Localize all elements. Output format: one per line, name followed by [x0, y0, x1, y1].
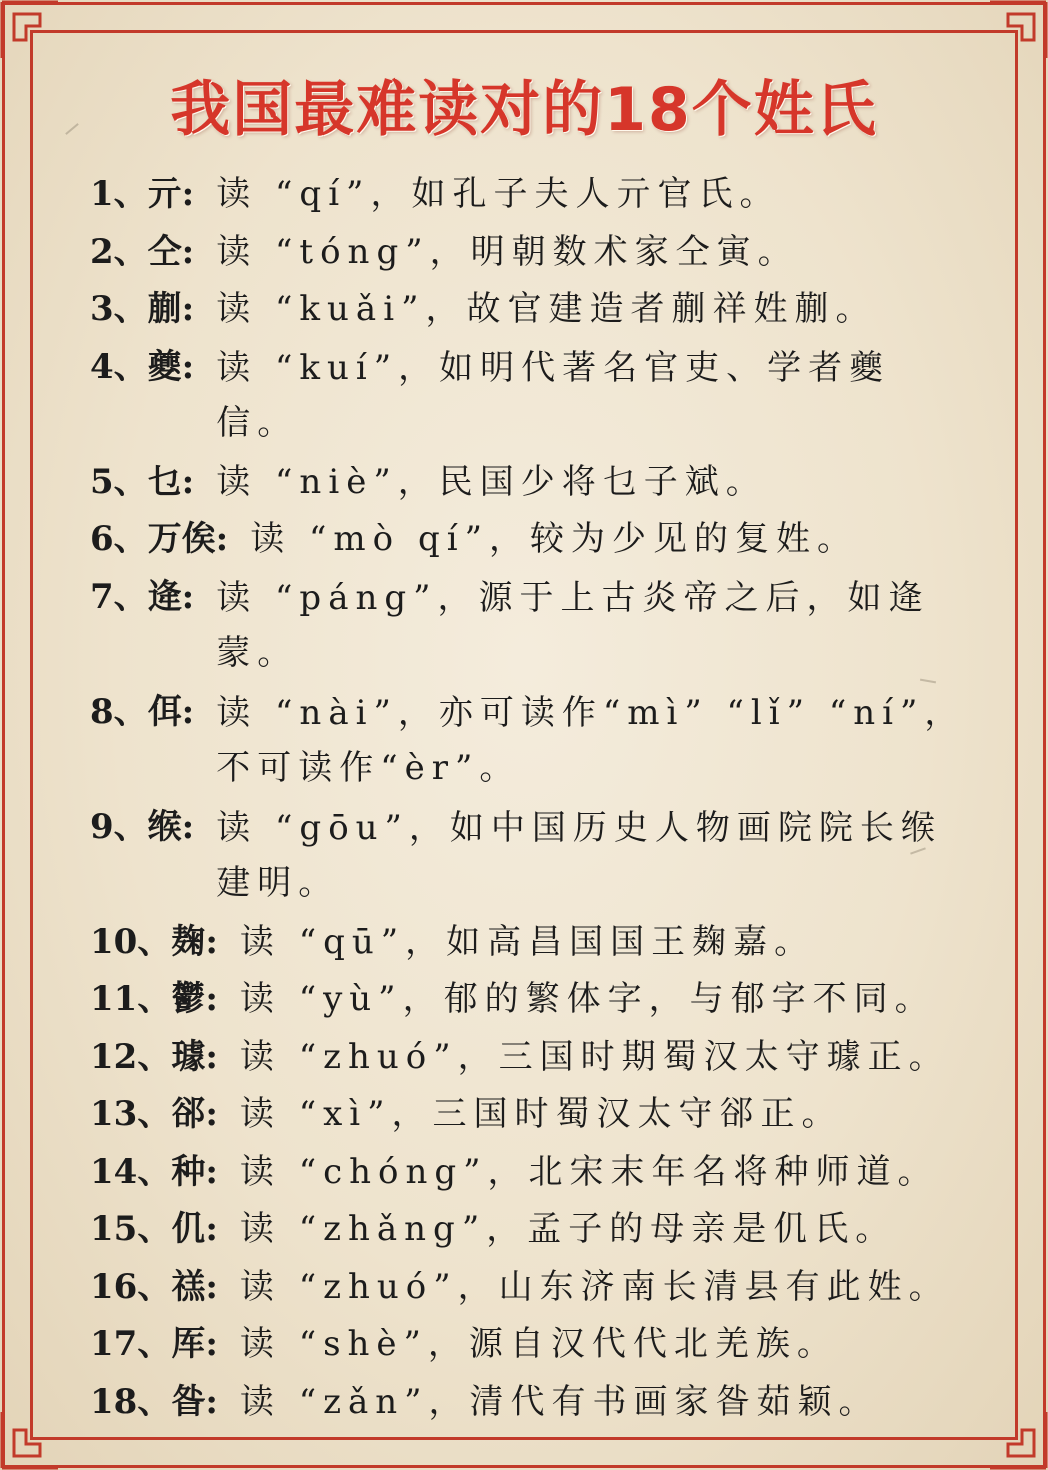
entry-colon: :	[215, 519, 229, 559]
entry-colon: :	[205, 1151, 218, 1192]
entry-number: 8	[90, 691, 114, 732]
surname-character: 佴	[147, 691, 182, 732]
entry-number: 14	[90, 1151, 138, 1192]
pronunciation-text: 读 “mò qí”，较为少见的复姓。	[250, 519, 858, 559]
entry-colon: :	[181, 806, 195, 847]
list-item	[90, 916, 970, 974]
entry-colon: :	[205, 1094, 218, 1134]
list-item	[90, 168, 970, 226]
entry-colon: :	[205, 1381, 218, 1422]
pronunciation-text: 读 “gōu”，如中国历史人物画院院长缑建明。	[216, 807, 942, 903]
surname-character: 缑	[147, 806, 182, 847]
corner-ornament-icon	[0, 1410, 60, 1470]
pronunciation-text: 读 “niè”，民国少将乜子斌。	[216, 461, 767, 502]
entry-colon: :	[181, 346, 195, 387]
entry-colon: :	[181, 461, 195, 502]
entry-separator: 、	[113, 231, 148, 272]
pronunciation-text: 读 “chóng”，北宋末年名将种师道。	[239, 1151, 939, 1192]
list-item	[90, 1088, 970, 1146]
entry-colon: :	[205, 979, 218, 1019]
entry-number: 10	[90, 921, 138, 962]
entry-colon: :	[205, 1036, 218, 1077]
pronunciation-text: 读 “zhuó”，三国时期蜀汉太守璩正。	[239, 1036, 950, 1077]
entry-number: 16	[90, 1266, 138, 1307]
pronunciation-text: 读 “zhǎng”，孟子的母亲是仉氏。	[239, 1209, 897, 1249]
entry-colon: :	[205, 1324, 218, 1364]
list-item	[90, 1031, 970, 1089]
surname-character: 璩	[171, 1036, 206, 1077]
pronunciation-text: 读 “qū”，如高昌国国王麹嘉。	[239, 921, 816, 962]
entry-separator: 、	[137, 1151, 172, 1192]
entry-separator: 、	[113, 174, 148, 214]
pronunciation-text: 读 “zǎn”，清代有书画家昝茹颖。	[239, 1381, 880, 1422]
entry-number: 7	[90, 576, 114, 617]
entry-number: 2	[90, 231, 114, 272]
pronunciation-text: 读 “páng”，源于上古炎帝之后，如逄蒙。	[216, 577, 930, 673]
pronunciation-text: 读 “qí”，如孔子夫人亓官氏。	[216, 174, 781, 214]
surname-character: 万俟	[147, 519, 216, 559]
page-title: 我国最难读对的18个姓氏	[170, 75, 878, 145]
pronunciation-text: 读 “yù”，郁的繁体字，与郁字不同。	[239, 979, 936, 1019]
surname-character: 乜	[147, 461, 182, 502]
surname-character: 逄	[147, 576, 182, 617]
corner-ornament-icon	[988, 0, 1048, 60]
entry-number: 4	[90, 346, 114, 387]
pronunciation-text: 读 “xì”，三国时蜀汉太守郤正。	[239, 1094, 843, 1134]
pronunciation-text: 读 “tóng”，明朝数术家仝寅。	[216, 231, 799, 272]
pronunciation-text: 读 “kuí”，如明代著名官吏、学者夔信。	[216, 347, 891, 443]
entry-separator: 、	[137, 1209, 172, 1249]
entry-separator: 、	[113, 519, 148, 559]
surname-list	[90, 168, 970, 1433]
list-item	[90, 1146, 970, 1204]
list-item	[90, 801, 970, 916]
entry-separator: 、	[113, 576, 148, 617]
list-item	[90, 513, 970, 571]
pronunciation-text: 读 “nài”，亦可读作“mì” “lǐ” “ní”，不可读作“èr”。	[216, 692, 966, 788]
entry-separator: 、	[137, 1036, 172, 1077]
entry-colon: :	[181, 576, 195, 617]
surname-character: 夔	[147, 346, 182, 387]
list-item	[90, 341, 970, 456]
entry-colon: :	[205, 1266, 218, 1307]
surname-character: 种	[171, 1151, 206, 1192]
corner-ornament-icon	[988, 1410, 1048, 1470]
entry-separator: 、	[137, 921, 172, 962]
list-item	[90, 283, 970, 341]
entry-separator: 、	[113, 806, 148, 847]
list-item	[90, 1318, 970, 1376]
entry-number: 11	[90, 979, 138, 1019]
entry-number: 18	[90, 1381, 138, 1422]
entry-number: 3	[90, 289, 114, 329]
list-item	[90, 226, 970, 284]
entry-number: 13	[90, 1094, 138, 1134]
list-item	[90, 1203, 970, 1261]
entry-separator: 、	[137, 1266, 172, 1307]
entry-colon: :	[181, 174, 195, 214]
entry-number: 17	[90, 1324, 138, 1364]
surname-character: 鬱	[171, 979, 206, 1019]
corner-ornament-icon	[0, 0, 60, 60]
entry-colon: :	[205, 921, 218, 962]
entry-separator: 、	[137, 1094, 172, 1134]
surname-character: 麹	[171, 921, 206, 962]
entry-colon: :	[181, 289, 195, 329]
list-item	[90, 1261, 970, 1319]
entry-number: 9	[90, 806, 114, 847]
list-item	[90, 571, 970, 686]
entry-separator: 、	[137, 979, 172, 1019]
entry-colon: :	[181, 231, 195, 272]
surname-character: 禚	[171, 1266, 206, 1307]
surname-character: 昝	[171, 1381, 206, 1422]
surname-character: 厍	[171, 1324, 206, 1364]
entry-separator: 、	[113, 346, 148, 387]
surname-character: 仉	[171, 1209, 206, 1249]
entry-colon: :	[205, 1209, 218, 1249]
pronunciation-text: 读 “kuǎi”，故官建造者蒯祥姓蒯。	[216, 289, 877, 329]
list-item	[90, 1376, 970, 1434]
surname-character: 仝	[147, 231, 182, 272]
entry-number: 5	[90, 461, 114, 502]
entry-number: 6	[90, 519, 114, 559]
entry-number: 1	[90, 174, 114, 214]
pronunciation-text: 读 “zhuó”，山东济南长清县有此姓。	[239, 1266, 950, 1307]
entry-separator: 、	[113, 461, 148, 502]
entry-separator: 、	[137, 1324, 172, 1364]
surname-character: 蒯	[147, 289, 182, 329]
list-item	[90, 686, 970, 801]
pronunciation-text: 读 “shè”，源自汉代代北羌族。	[239, 1324, 838, 1364]
surname-character: 亓	[147, 174, 182, 214]
entry-separator: 、	[113, 289, 148, 329]
entry-colon: :	[181, 691, 195, 732]
list-item	[90, 973, 970, 1031]
entry-separator: 、	[113, 691, 148, 732]
list-item	[90, 456, 970, 514]
entry-number: 12	[90, 1036, 138, 1077]
entry-number: 15	[90, 1209, 138, 1249]
entry-separator: 、	[137, 1381, 172, 1422]
surname-character: 郤	[171, 1094, 206, 1134]
